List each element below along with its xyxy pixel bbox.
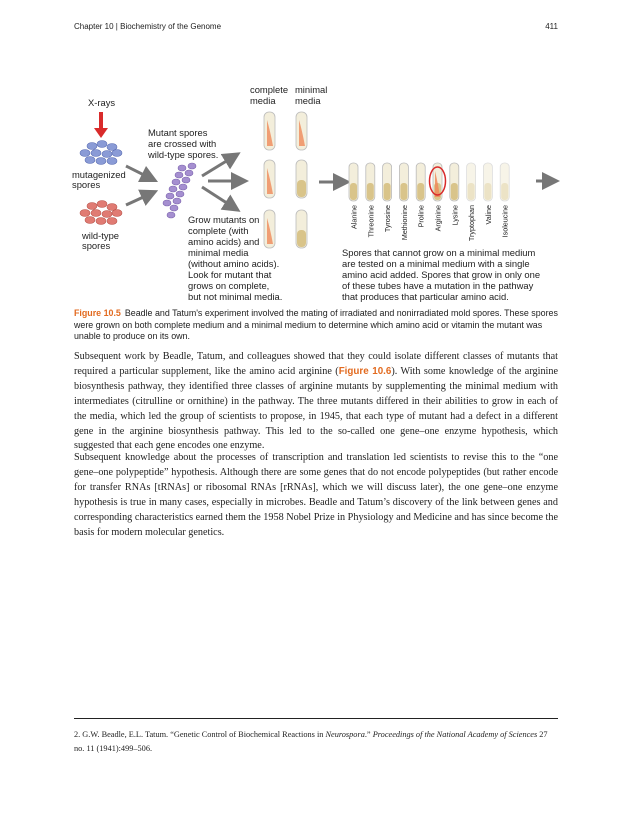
paragraph-1-end: ). With some knowledge of the arginine biosynthesis pathway, they identified three classes of arginine mutants by supplementing the minimal medium with intermediates (citrulline or ornithine) in the pathway. The three mutants differed in their abilities to grow in each of the media, which led the group of scientists to propose, in 1945, that each type of mutant had a defect in a different gene in the arginine biosynthesis pathway. This led to the so-called one gene–one enzyme hypothesis, which suggested that each gene encodes one enzyme. xyxy=(74,365,559,452)
medium-fill xyxy=(501,183,508,200)
amino-acid-label: Tyrosine xyxy=(383,205,393,233)
paragraph-1-start: Subsequent work by Beadle, Tatum, and colleagues showed that they could isolate different classes of mutants that required a particular supplement, like the amino acid arginine ( xyxy=(74,351,558,377)
grow-mutants-line: minimal media xyxy=(188,247,249,258)
amino-acid-label: Lysine xyxy=(450,205,460,226)
arrow-to-bottom-tubes xyxy=(202,187,233,207)
grow-mutants-line: (without amino acids). xyxy=(188,258,280,269)
mutagenized-spores-icon xyxy=(80,141,122,165)
amino-acid-label: Valine xyxy=(483,205,493,225)
footnote-divider xyxy=(74,718,558,719)
page-header xyxy=(74,22,558,31)
grow-mutants-line: amino acids) and xyxy=(188,236,260,247)
arrow-mutagenized-to-cross xyxy=(126,166,150,178)
footnote-middle: .” xyxy=(364,730,373,739)
complete-media-line: media xyxy=(250,95,276,106)
medium-fill xyxy=(297,230,306,247)
mutant-cross-label xyxy=(147,127,219,160)
grow-mutants-line: grows on complete, xyxy=(188,280,270,291)
medium-fill xyxy=(468,183,475,200)
xrays-label: X-rays xyxy=(88,97,116,108)
minimal-media-line: minimal xyxy=(295,84,328,95)
spores-cannot-line: Spores that cannot grow on a minimal medium xyxy=(342,247,536,258)
wildtype-label-line1: wild-type xyxy=(82,230,119,241)
mutant-cross-line: wild-type spores. xyxy=(148,149,219,160)
amino-acid-tube-row xyxy=(349,163,510,241)
crossed-spores-icon xyxy=(163,163,196,218)
amino-acid-label: Threonine xyxy=(366,205,376,238)
amino-acid-label: Proline xyxy=(416,205,426,228)
spores-cannot-line: that produces that particular amino acid. xyxy=(342,291,509,302)
medium-fill xyxy=(350,183,357,200)
spores-cannot-line: of these tubes have a mutation in the pathway xyxy=(342,280,534,291)
figure-number: Figure 10.5 xyxy=(74,308,121,318)
grow-mutants-line: but not minimal media. xyxy=(188,291,283,302)
mutant-cross-line: Mutant spores xyxy=(148,127,208,138)
figure-10-6-link[interactable]: Figure 10.6 xyxy=(338,365,392,377)
wildtype-spores-icon xyxy=(80,201,122,225)
medium-fill xyxy=(417,183,424,200)
tube-pair-middle xyxy=(264,160,307,198)
complete-media-label xyxy=(250,84,291,106)
arrow-wildtype-to-cross xyxy=(126,194,150,205)
caption-text: Beadle and Tatum's experiment involved the mating of irradiated and nonirradiated mold spores. These spores were grown on both complete medium and a minimal medium to determine which amino acid or vitamin the mutant was unable to produce on its own. xyxy=(74,308,558,341)
footnote-start: 2. G.W. Beadle, E.L. Tatum. “Genetic Control of Biochemical Reactions in xyxy=(74,730,326,739)
medium-fill xyxy=(297,180,306,197)
amino-acid-label: Alanine xyxy=(349,205,359,229)
footnote-italic-neurospora: Neurospora xyxy=(325,730,365,739)
wildtype-label-line2: spores xyxy=(82,240,111,251)
mutagenized-label-line2: spores xyxy=(72,179,101,190)
amino-acid-label: Arginine xyxy=(433,205,443,232)
medium-fill xyxy=(400,183,407,200)
footnote-italic-journal: Proceedings of the National Academy of Sciences xyxy=(372,730,538,739)
mutagenized-label-line1: mutagenized xyxy=(72,169,126,180)
paragraph-1 xyxy=(74,350,558,454)
paragraph-2: Subsequent knowledge about the processes of transcription and translation led scientists to revise this to the “one gene–one polypeptide” hypothesis. Although there are some genes that do not encode polypeptides (but rather encode for transfer RNAs [tRNAs] or ribosomal RNAs [rRNAs], which we will discuss later), the one gene–one enzyme hypothesis is true in many cases, especially in microbes. Beadle and Tatum’s discovery of the link between genes and corresponding characteristics earned them the 1958 Nobel Prize in Physiology and Medicine and has since become the basis for modern molecular genetics. xyxy=(74,452,558,538)
spores-cannot-line: amino acid added. Spores that grow in only one xyxy=(342,269,541,280)
footnote-end: 27 no. 11 (1941):499–506. xyxy=(74,730,548,753)
grow-mutants-line: Grow mutants on xyxy=(188,214,260,225)
complete-media-line: complete xyxy=(250,84,289,95)
figure-caption xyxy=(74,308,558,343)
medium-fill xyxy=(384,183,391,200)
footnote xyxy=(74,728,558,756)
mutant-cross-line: are crossed with xyxy=(148,138,217,149)
medium-fill xyxy=(484,183,491,200)
medium-fill xyxy=(367,183,374,200)
spores-cannot-grow-label xyxy=(342,247,543,302)
tube-pair-top xyxy=(264,112,307,150)
amino-acid-label: Isoleucine xyxy=(500,205,510,238)
amino-acid-label: Methionine xyxy=(399,205,409,241)
grow-mutants-line: Look for mutant that xyxy=(188,269,272,280)
minimal-media-label xyxy=(295,84,330,106)
medium-fill xyxy=(451,183,458,200)
page-number: 411 xyxy=(545,22,558,31)
grow-mutants-line: complete (with xyxy=(188,225,249,236)
amino-acid-label: Tryptophan xyxy=(467,205,477,242)
chapter-title: Chapter 10 | Biochemistry of the Genome xyxy=(74,22,222,31)
tube-pair-bottom xyxy=(264,210,307,248)
xray-arrow xyxy=(94,112,108,138)
beadle-tatum-figure xyxy=(70,80,560,305)
spores-cannot-line: are tested on a minimal medium with a single xyxy=(342,258,530,269)
minimal-media-line: media xyxy=(295,95,321,106)
